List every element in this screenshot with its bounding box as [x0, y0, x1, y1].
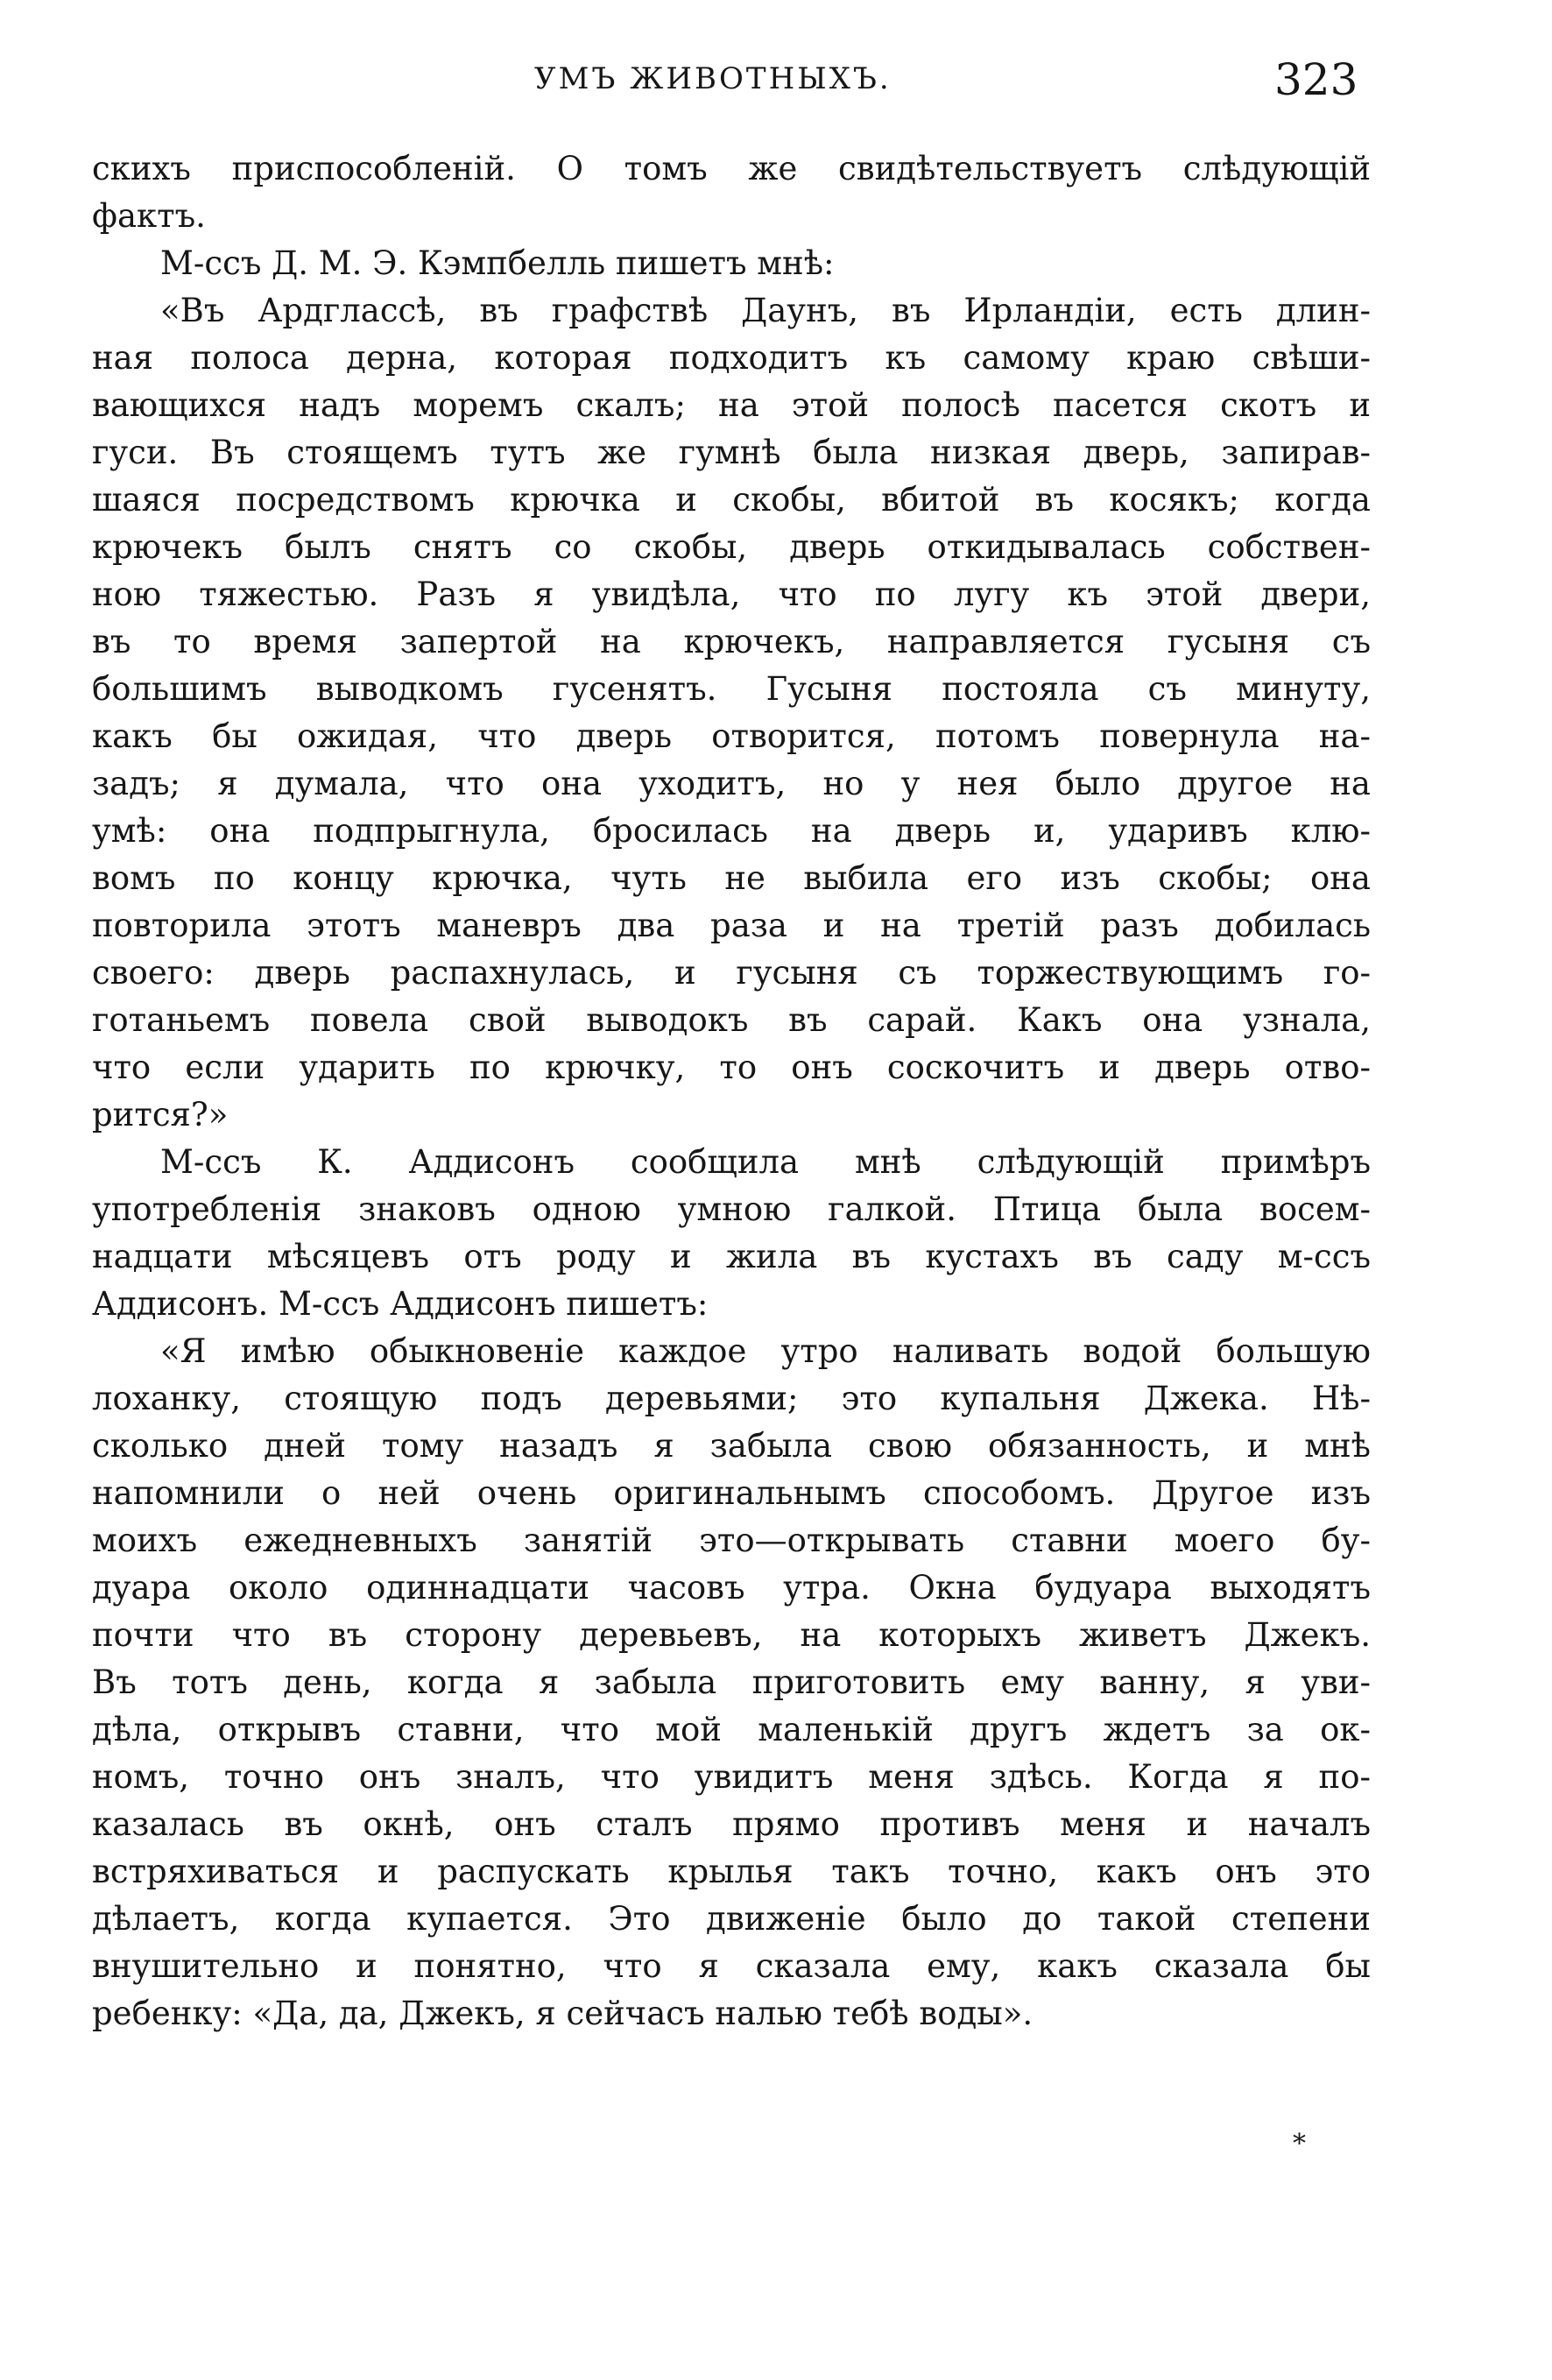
text-line: почти что въ сторону деревьевъ, на которыхъ живетъ Джекъ.	[92, 1616, 1371, 1654]
text-line: умѣ: она подпрыгнула, бросилась на дверь и, ударивъ клю-	[92, 812, 1371, 850]
paragraph	[92, 145, 1371, 240]
paragraph	[92, 287, 1371, 1139]
text-line: какъ бы ожидая, что дверь отворится, потомъ повернула на-	[92, 717, 1371, 755]
text-line: М-ссъ Д. М. Э. Кэмпбелль пишетъ мнѣ:	[160, 244, 835, 282]
text-line: вающихся надъ моремъ скалъ; на этой полосѣ пасется скотъ и	[92, 386, 1371, 424]
text-line: гуси. Въ стоящемъ тутъ же гумнѣ была низкая дверь, запирав-	[92, 434, 1371, 471]
paragraph	[92, 1328, 1371, 2037]
paragraph	[92, 240, 1371, 287]
text-line: сколько дней тому назадъ я забыла свою обязанность, и мнѣ	[92, 1427, 1371, 1465]
text-line: повторила этотъ маневръ два раза и на третій разъ добилась	[92, 907, 1371, 944]
text-line: напомнили о ней очень оригинальнымъ способомъ. Другое изъ	[92, 1474, 1371, 1512]
text-line: въ то время запертой на крючекъ, направляется гусыня съ	[92, 623, 1371, 660]
text-line: дѣлаетъ, когда купается. Это движеніе было до такой степени	[92, 1900, 1371, 1938]
text-line: рится?»	[92, 1096, 229, 1134]
text-line: шаяся посредствомъ крючка и скобы, вбитой въ косякъ; когда	[92, 481, 1371, 519]
text-line: моихъ ежедневныхъ занятій это—открывать ставни моего бу-	[92, 1522, 1371, 1559]
footer-mark: *	[1293, 2129, 1306, 2159]
text-line: готаньемъ повела свой выводокъ въ сарай. Какъ она узнала,	[92, 1001, 1371, 1039]
body-text	[92, 145, 1371, 2037]
text-line: вомъ по концу крючка, чуть не выбила его изъ скобы; она	[92, 859, 1371, 897]
text-line: М-ссъ К. Аддисонъ сообщила мнѣ слѣдующій примѣръ	[160, 1143, 1371, 1181]
page-number: 323	[1274, 54, 1358, 105]
text-line: ною тяжестью. Разъ я увидѣла, что по лугу къ этой двери,	[92, 576, 1371, 613]
text-line: «Я имѣю обыкновеніе каждое утро наливать водой большую	[160, 1332, 1371, 1370]
text-line: лоханку, стоящую подъ деревьями; это купальня Джека. Нѣ-	[92, 1380, 1371, 1417]
text-line: встряхиваться и распускать крылья такъ точно, какъ онъ это	[92, 1853, 1371, 1890]
text-line: ная полоса дерна, которая подходитъ къ самому краю свѣши-	[92, 339, 1371, 377]
text-line: ребенку: «Да, да, Джекъ, я сейчасъ налью тебѣ воды».	[92, 1995, 1033, 2032]
text-line: что если ударить по крючку, то онъ соскочитъ и дверь отво-	[92, 1049, 1371, 1086]
text-line: большимъ выводкомъ гусенятъ. Гусыня постояла съ минуту,	[92, 670, 1371, 708]
running-head	[0, 54, 1552, 107]
text-line: номъ, точно онъ зналъ, что увидитъ меня здѣсь. Когда я по-	[92, 1758, 1371, 1796]
text-line: употребленія знаковъ одною умною галкой. Птица была восем-	[92, 1190, 1371, 1228]
text-line: надцати мѣсяцевъ отъ роду и жила въ кустахъ въ саду м-ссъ	[92, 1238, 1371, 1275]
text-line: своего: дверь распахнулась, и гусыня съ торжествующимъ го-	[92, 954, 1371, 992]
text-line: «Въ Ардглассѣ, въ графствѣ Даунъ, въ Ирландіи, есть длин-	[160, 292, 1371, 329]
text-line: скихъ приспособленій. О томъ же свидѣтельствуетъ слѣдующій	[92, 150, 1371, 187]
text-line: Въ тотъ день, когда я забыла приготовить ему ванну, я уви-	[92, 1663, 1371, 1701]
paragraph	[92, 1139, 1371, 1328]
text-line: Аддисонъ. М-ссъ Аддисонъ пишетъ:	[92, 1285, 709, 1323]
text-line: казалась въ окнѣ, онъ сталъ прямо противъ меня и началъ	[92, 1805, 1371, 1843]
text-line: фактъ.	[92, 197, 206, 235]
text-line: внушительно и понятно, что я сказала ему, какъ сказала бы	[92, 1947, 1371, 1985]
text-line: крючекъ былъ снятъ со скобы, дверь откидывалась собствен-	[92, 528, 1371, 566]
text-line: дуара около одиннадцати часовъ утра. Окна будуара выходятъ	[92, 1569, 1371, 1607]
text-line: дѣла, открывъ ставни, что мой маленькій другъ ждетъ за ок-	[92, 1711, 1371, 1748]
text-line: задъ; я думала, что она уходитъ, но у нея было другое на	[92, 765, 1371, 802]
running-title: УМЪ ЖИВОТНЫХЪ.	[534, 61, 892, 96]
